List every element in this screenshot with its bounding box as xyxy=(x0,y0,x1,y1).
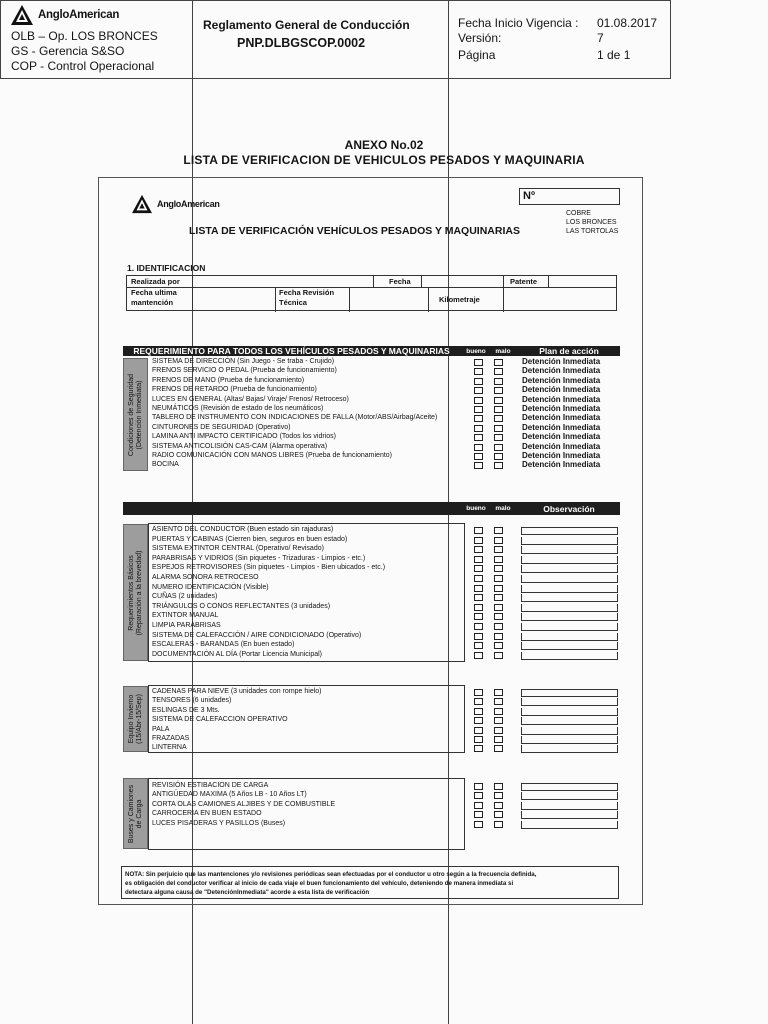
malo-checkbox[interactable] xyxy=(494,633,503,640)
malo-checkbox[interactable] xyxy=(494,604,503,611)
observation-field[interactable] xyxy=(521,604,618,612)
checklist-item-label: SISTEMA DE CALEFACCION OPERATIVO xyxy=(152,716,288,724)
observation-field[interactable] xyxy=(521,556,618,564)
checklist-item-label: REVISIÓN ESTIBACION DE CARGA xyxy=(152,782,269,789)
bueno-checkbox[interactable] xyxy=(474,802,483,809)
bueno-checkbox[interactable] xyxy=(474,698,483,705)
ident-fecha-ultima-label: Fecha ultima mantención xyxy=(131,288,177,307)
checklist-item-label: SISTEMA ANTICOLISIÓN CAS-CAM (Alarma operativa) xyxy=(152,442,328,450)
observation-field[interactable] xyxy=(521,708,618,716)
checklist-item-label: TABLERO DE INSTRUMENTO CON INDICACIONES DE FALLA (Motor/ABS/Airbag/Aceite) xyxy=(152,414,438,422)
site-line-2: LOS BRONCES xyxy=(566,219,617,226)
checklist-item-label: NUMERO IDENTIFICACIÓN (Visible) xyxy=(152,583,269,591)
action-plan-text: Detención Inmediata xyxy=(522,432,601,442)
org-line-2: GS - Gerencia S&SO xyxy=(11,44,125,58)
action-plan-text: Detención Inmediata xyxy=(522,441,601,451)
bueno-checkbox[interactable] xyxy=(474,708,483,715)
bueno-checkbox[interactable] xyxy=(474,378,483,385)
checklist-item-label: ESCALERAS - BARANDAS (En buen estado) xyxy=(152,641,295,649)
checklist-item-label: SISTEMA DE CALEFACCIÓN / AIRE CONDICIONADO (Operativo) xyxy=(152,631,362,639)
document-header xyxy=(0,0,671,79)
bueno-checkbox[interactable] xyxy=(474,783,483,790)
malo-checkbox[interactable] xyxy=(494,434,503,441)
malo-checkbox[interactable] xyxy=(494,623,503,630)
checklist-item-label: LUCES PISADERAS Y PASILLOS (Buses) xyxy=(152,819,286,827)
checklist-item-label: LIMPIA PARABRISAS xyxy=(152,622,221,629)
malo-checkbox[interactable] xyxy=(494,811,503,818)
malo-checkbox[interactable] xyxy=(494,387,503,394)
observation-field[interactable] xyxy=(521,575,618,583)
checklist-item-label: RADIO COMUNICACIÓN CON MANOS LIBRES (Prueba de funcionamiento) xyxy=(152,452,393,459)
observation-field[interactable] xyxy=(521,783,618,791)
malo-checkbox[interactable] xyxy=(494,613,503,620)
checklist-item-label: ESPEJOS RETROVISORES (Sin piquetes - Limpios - Bien ubicados - etc.) xyxy=(152,564,386,572)
checklist-item-label: FRENOS SERVICIO O PEDAL (Prueba de funcionamiento) xyxy=(152,367,337,375)
malo-checkbox[interactable] xyxy=(494,444,503,451)
note-line-1: NOTA: Sin perjuicio que las mantenciones y/o revisiones periódicas sean efectuadas por el conductor u otro según a la frecuencia definida, xyxy=(125,871,537,878)
note-box xyxy=(121,866,619,899)
form-logo-text: AngloAmerican xyxy=(157,199,220,209)
bueno-checkbox[interactable] xyxy=(474,652,483,659)
bueno-checkbox[interactable] xyxy=(474,821,483,828)
bueno-checkbox[interactable] xyxy=(474,397,483,404)
section2-side-tab: Requerimientos Básicos (Reparación a la brevedad) xyxy=(123,524,148,661)
malo-checkbox[interactable] xyxy=(494,792,503,799)
observation-field[interactable] xyxy=(521,642,618,650)
malo-checkbox[interactable] xyxy=(494,537,503,544)
section1-action-header: Plan de acción xyxy=(539,346,599,356)
section2-obs-header: Observación xyxy=(543,503,595,514)
observation-field[interactable] xyxy=(521,792,618,800)
checklist-item-label: CORTA OLAS CAMIONES ALJIBES Y DE COMBUSTIBLE xyxy=(152,800,336,808)
malo-checkbox[interactable] xyxy=(494,689,503,696)
malo-checkbox[interactable] xyxy=(494,462,503,469)
malo-checkbox[interactable] xyxy=(494,708,503,715)
anglo-american-logo-icon xyxy=(10,4,34,26)
checklist-item-label: LINTERNA xyxy=(152,744,187,752)
checklist-item-label: ASIENTO DEL CONDUCTOR (Buen estado sin rajaduras) xyxy=(152,526,334,533)
anglo-american-logo-icon xyxy=(131,194,153,214)
action-plan-text: Detención Inmediata xyxy=(522,460,601,470)
malo-checkbox[interactable] xyxy=(494,642,503,649)
checklist-item-label: FRAZADAS xyxy=(152,735,190,742)
malo-checkbox[interactable] xyxy=(494,745,503,752)
checklist-item-label: LAMINA ANTI IMPACTO CERTIFICADO (Todos los vidrios) xyxy=(152,433,336,441)
observation-field[interactable] xyxy=(521,745,618,753)
observation-field[interactable] xyxy=(521,537,618,545)
checklist-item-label: TRIÁNGULOS O CONOS REFLECTANTES (3 unidades) xyxy=(152,602,331,610)
checklist-item-label: BOCINA xyxy=(152,461,179,469)
malo-checkbox[interactable] xyxy=(494,546,503,553)
checklist-item-label: NEUMÁTICOS (Revisión de estado de los neumáticos) xyxy=(152,405,324,412)
form-title: LISTA DE VERIFICACIÓN VEHÍCULOS PESADOS Y MAQUINARIAS xyxy=(189,225,520,237)
action-plan-text: Detención Inmediata xyxy=(522,375,601,385)
section1-malo-header: malo xyxy=(495,347,511,355)
bueno-checkbox[interactable] xyxy=(474,387,483,394)
bueno-checkbox[interactable] xyxy=(474,594,483,601)
malo-checkbox[interactable] xyxy=(494,783,503,790)
observation-field[interactable] xyxy=(521,727,618,735)
bueno-checkbox[interactable] xyxy=(474,434,483,441)
annex-number: ANEXO No.02 xyxy=(344,138,424,152)
checklist-item-label: LUCES EN GENERAL (Altas/ Bajas/ Viraje/ Frenos/ Retroceso) xyxy=(152,395,349,403)
malo-checkbox[interactable] xyxy=(494,397,503,404)
checklist-item-label: CINTURONES DE SEGURIDAD (Operativo) xyxy=(152,423,291,431)
bueno-checkbox[interactable] xyxy=(474,745,483,752)
bueno-checkbox[interactable] xyxy=(474,689,483,696)
checklist-item-label: SISTEMA DE DIRECCIÓN (Sin Juego - Se traba - Crujido) xyxy=(152,358,335,365)
observation-field[interactable] xyxy=(521,698,618,706)
malo-checkbox[interactable] xyxy=(494,565,503,572)
checklist-item-label: ALARMA SONORA RETROCESO xyxy=(152,574,259,581)
observation-field[interactable] xyxy=(521,811,618,819)
checklist-item-label: PUERTAS Y CABINAS (Cierren bien, seguros en buen estado) xyxy=(152,535,348,543)
malo-checkbox[interactable] xyxy=(494,368,503,375)
doc-code: PNP.DLBGSCOP.0002 xyxy=(237,36,366,50)
action-plan-text: Detención Inmediata xyxy=(522,394,601,404)
observation-field[interactable] xyxy=(521,527,618,535)
bueno-checkbox[interactable] xyxy=(474,453,483,460)
section2-malo-header: malo xyxy=(495,505,511,512)
section4-side-tab: Buses y Camiones de Carga xyxy=(123,778,148,849)
bueno-checkbox[interactable] xyxy=(474,585,483,592)
checklist-item-label: PALA xyxy=(152,725,170,733)
observation-field[interactable] xyxy=(521,613,618,621)
malo-checkbox[interactable] xyxy=(494,652,503,659)
section1-side-tab: Condiciones de Seguridad (Detención Inmediata) xyxy=(123,358,148,471)
site-line-3: LAS TORTOLAS xyxy=(566,228,619,235)
ident-table xyxy=(126,275,617,311)
form-number-box[interactable] xyxy=(519,188,620,205)
observation-field[interactable] xyxy=(521,565,618,573)
bueno-checkbox[interactable] xyxy=(474,556,483,563)
checklist-item-label: DOCUMENTACIÓN AL DÍA (Portar Licencia Municipal) xyxy=(152,650,322,658)
checklist-item-label: FRENOS DE RETARDO (Prueba de funcionamiento) xyxy=(152,386,317,394)
malo-checkbox[interactable] xyxy=(494,802,503,809)
bueno-checkbox[interactable] xyxy=(474,546,483,553)
org-line-3: COP - Control Operacional xyxy=(11,59,155,73)
action-plan-text: Detención Inmediata xyxy=(522,413,601,423)
malo-checkbox[interactable] xyxy=(494,527,503,534)
observation-field[interactable] xyxy=(521,802,618,810)
meta-value-vigencia: 01.08.2017 xyxy=(597,16,658,30)
malo-checkbox[interactable] xyxy=(494,585,503,592)
bueno-checkbox[interactable] xyxy=(474,792,483,799)
bueno-checkbox[interactable] xyxy=(474,717,483,724)
bueno-checkbox[interactable] xyxy=(474,406,483,413)
malo-checkbox[interactable] xyxy=(494,359,503,366)
bueno-checkbox[interactable] xyxy=(474,623,483,630)
meta-value-page: 1 de 1 xyxy=(597,48,631,62)
checklist-item-label: TENSORES (6 unidades) xyxy=(152,697,232,705)
malo-checkbox[interactable] xyxy=(494,453,503,460)
malo-checkbox[interactable] xyxy=(494,821,503,828)
section2-header-bar xyxy=(123,502,620,515)
checklist-item-label: ANTIGÜEDAD MAXIMA (5 Años LB - 10 Años LT) xyxy=(152,791,307,799)
meta-label-vigencia: Fecha Inicio Vigencia : xyxy=(458,16,579,30)
checklist-item-label: PARABRISAS Y VIDRIOS (Sin piquetes - Trizaduras - Limpios - etc.) xyxy=(152,554,366,562)
checklist-item-label: CARROCERIA EN BUEN ESTADO xyxy=(152,810,262,818)
header-logo-text: AngloAmerican xyxy=(38,9,120,21)
header-logo xyxy=(10,4,119,26)
section1-header-bar xyxy=(123,346,620,356)
checklist-item-label: SISTEMA EXTINTOR CENTRAL (Operativo/ Revisado) xyxy=(152,545,324,553)
bueno-checkbox[interactable] xyxy=(474,444,483,451)
meta-value-version: 7 xyxy=(597,31,604,45)
observation-field[interactable] xyxy=(521,736,618,744)
ident-realizada-label: Realizada por xyxy=(131,277,180,286)
malo-checkbox[interactable] xyxy=(494,717,503,724)
section2-bueno-header: bueno xyxy=(466,505,486,512)
bueno-checkbox[interactable] xyxy=(474,537,483,544)
site-line-1: COBRE xyxy=(566,210,591,217)
observation-field[interactable] xyxy=(521,689,618,697)
bueno-checkbox[interactable] xyxy=(474,415,483,422)
section1-bueno-header: bueno xyxy=(466,347,486,355)
ident-fecha-revision-label: Fecha Revisión Técnica xyxy=(279,288,335,307)
form-logo xyxy=(131,194,220,214)
malo-checkbox[interactable] xyxy=(494,575,503,582)
bueno-checkbox[interactable] xyxy=(474,368,483,375)
annex-title: LISTA DE VERIFICACION DE VEHICULOS PESADOS Y MAQUINARIA xyxy=(183,153,585,167)
bueno-checkbox[interactable] xyxy=(474,604,483,611)
bueno-checkbox[interactable] xyxy=(474,425,483,432)
meta-label-page: Página xyxy=(458,48,496,62)
checklist-item-label: CADENAS PARA NIEVE (3 unidades con rompe hielo) xyxy=(152,688,322,695)
observation-field[interactable] xyxy=(521,652,618,660)
bueno-checkbox[interactable] xyxy=(474,811,483,818)
observation-field[interactable] xyxy=(521,821,618,829)
org-line-1: OLB – Op. LOS BRONCES xyxy=(11,29,158,43)
action-plan-text: Detención Inmediata xyxy=(522,385,601,395)
bueno-checkbox[interactable] xyxy=(474,527,483,534)
doc-title: Reglamento General de Conducción xyxy=(203,18,410,32)
malo-checkbox[interactable] xyxy=(494,736,503,743)
section1-header-text: REQUERIMIENTO PARA TODOS LOS VEHÍCULOS PESADOS Y MAQUINARIAS xyxy=(133,346,450,356)
ident-kilometraje-label: Kilometraje xyxy=(439,295,480,304)
section3-side-tab: Equipo Invierno (15/Abr-15/Sep) xyxy=(123,686,148,752)
malo-checkbox[interactable] xyxy=(494,378,503,385)
bueno-checkbox[interactable] xyxy=(474,462,483,469)
meta-label-version: Versión: xyxy=(458,31,502,45)
observation-field[interactable] xyxy=(521,633,618,641)
bueno-checkbox[interactable] xyxy=(474,642,483,649)
malo-checkbox[interactable] xyxy=(494,415,503,422)
ident-heading: 1. IDENTIFICACION xyxy=(127,263,206,273)
malo-checkbox[interactable] xyxy=(494,594,503,601)
malo-checkbox[interactable] xyxy=(494,425,503,432)
malo-checkbox[interactable] xyxy=(494,698,503,705)
note-line-2: es obligación del conductor verificar al inicio de cada viaje el buen funcionamiento del vehículo, deteniendo de manera inmediata si xyxy=(125,880,514,887)
checklist-item-label: CUÑAS (2 unidades) xyxy=(152,593,218,601)
observation-field[interactable] xyxy=(521,594,618,602)
action-plan-text: Detención Inmediata xyxy=(522,357,601,366)
bueno-checkbox[interactable] xyxy=(474,736,483,743)
observation-field[interactable] xyxy=(521,585,618,593)
action-plan-text: Detención Inmediata xyxy=(522,451,601,460)
malo-checkbox[interactable] xyxy=(494,406,503,413)
ident-patente-label: Patente xyxy=(510,277,538,286)
malo-checkbox[interactable] xyxy=(494,556,503,563)
bueno-checkbox[interactable] xyxy=(474,359,483,366)
bueno-checkbox[interactable] xyxy=(474,575,483,582)
action-plan-text: Detención Inmediata xyxy=(522,366,601,376)
action-plan-text: Detención Inmediata xyxy=(522,422,601,432)
checklist-item-label: FRENOS DE MANO (Prueba de funcionamiento) xyxy=(152,376,305,384)
observation-field[interactable] xyxy=(521,546,618,554)
checklist-item-label: ESLINGAS DE 3 Mts. xyxy=(152,706,220,714)
bueno-checkbox[interactable] xyxy=(474,613,483,620)
note-line-3: detectara alguna causa de "DetenciónInmediata" acorde a esta lista de verificación xyxy=(125,889,370,896)
ident-fecha-label: Fecha xyxy=(389,277,411,286)
observation-field[interactable] xyxy=(521,623,618,631)
action-plan-text: Detención Inmediata xyxy=(522,404,601,413)
bueno-checkbox[interactable] xyxy=(474,633,483,640)
bueno-checkbox[interactable] xyxy=(474,727,483,734)
checklist-item-label: EXTINTOR MANUAL xyxy=(152,612,219,620)
form-number-label: Nº xyxy=(523,190,535,202)
bueno-checkbox[interactable] xyxy=(474,565,483,572)
observation-field[interactable] xyxy=(521,717,618,725)
malo-checkbox[interactable] xyxy=(494,727,503,734)
